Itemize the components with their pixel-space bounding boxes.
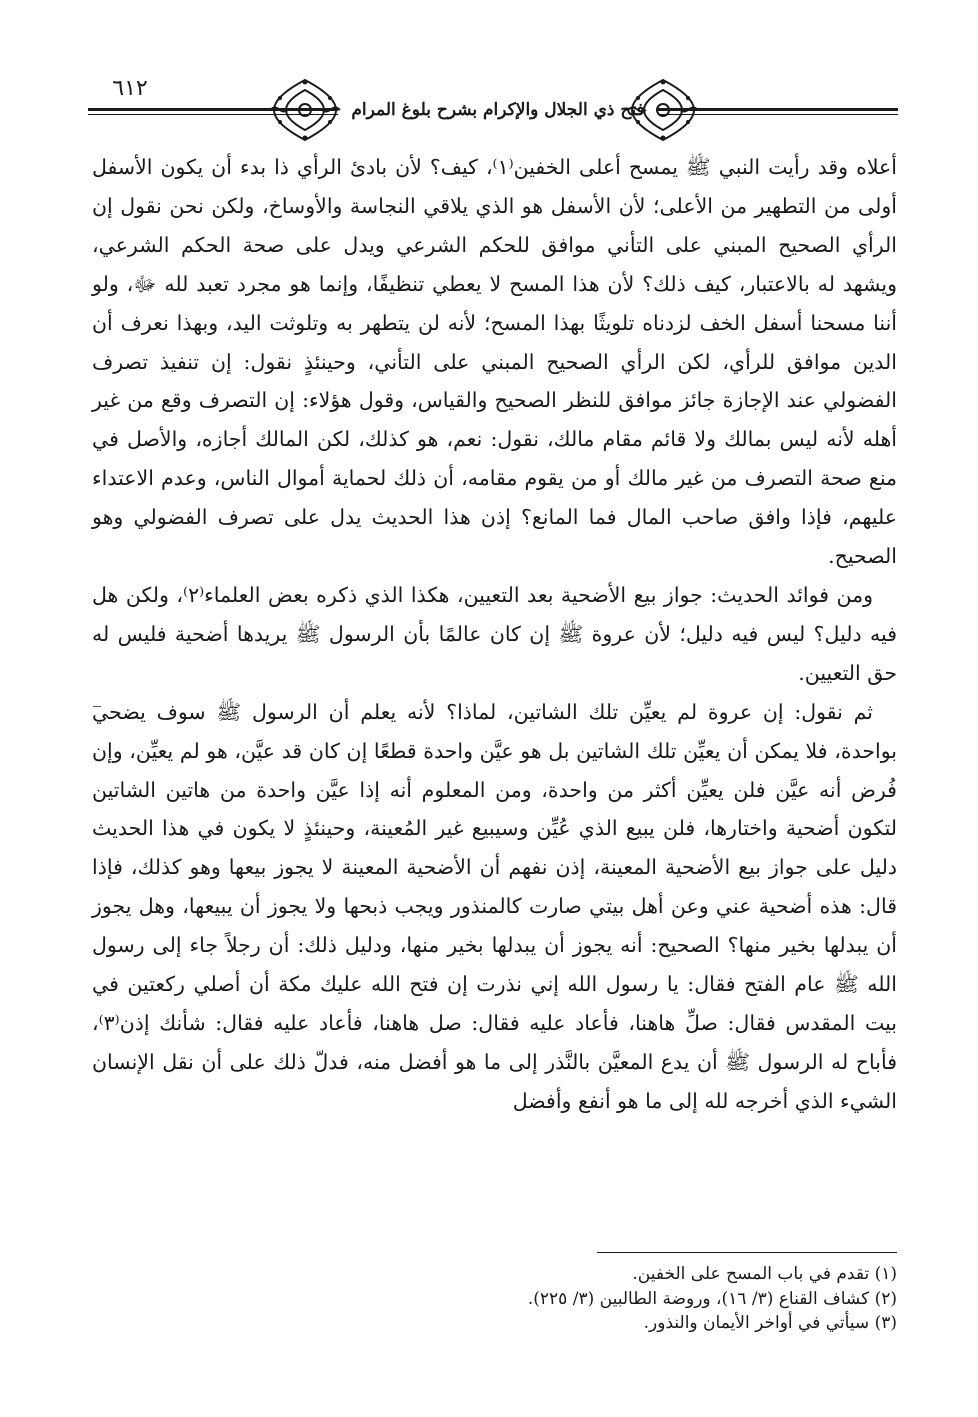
book-title: فتح ذي الجلال والإكرام بشرح بلوغ المرام: [338, 88, 658, 132]
footnote: (٢) كشاف القناع (٣/ ١٦)، وروضة الطالبين (٣/ ٢٢٥).: [527, 1288, 897, 1309]
running-header: [88, 70, 898, 150]
footnote: (١) تقدم في باب المسح على الخفين.: [632, 1264, 897, 1284]
footnote-separator: [597, 1252, 897, 1253]
paragraph: أعلاه وقد رأيت النبي ﷺ يمسح أعلى الخفين⁽١⁾، كيف؟ لأن بادئ الرأي ذا بدء أن يكون الأسفل أولى من التطهير من الأعلى؛ لأن الأسفل هو الذي يلاقي النجاسة والأوساخ، ولكن نحن نقول إن الرأي الصحيح المبني على التأني موافق للحكم الشرعي ويدل على صحة الحكم الشرعي، ويشهد له بالاعتبار، كيف ذلك؟ لأن هذا المسح لا يعطي تنظيفًا، وإنما هو مجرد تعبد لله ﷻ، ولو أننا مسحنا أسفل الخف لزدناه تلويثًا بهذا المسح؛ لأنه لن يتطهر به وتلوثت اليد، وبهذا نعرف أن الدين موافق للرأي، لكن الرأي الصحيح المبني على التأني، وحينئذٍ نقول: إن تنفيذ تصرف الفضولي عند الإجازة جائز موافق للنظر الصحيح والقياس، وقول هؤلاء: إن التصرف وقع من غير أهله لأنه ليس بمالك ولا قائم مقام مالك، نقول: نعم، هو كذلك، لكن المالك أجازه، والأصل في منع صحة التصرف من غير مالك أو من يقوم مقامه، أن ذلك لحماية أموال الناس، وعدم الاعتداء عليهم، فإذا وافق صاحب المال فما المانع؟ إذن هذا الحديث يدل على تصرف الفضولي وهو الصحيح.: [92, 155, 897, 569]
footnotes: [140, 1262, 897, 1336]
main-text: [92, 148, 897, 1121]
paragraph: ثم نقول: إن عروة لم يعيِّن تلك الشاتين، لماذا؟ لأنه يعلم أن الرسول ﷺ سوف يضحي بواحدة، فلا يمكن أن يعيِّن تلك الشاتين بل هو عيَّن واحدة قطعًا إن كان قد عيَّن، هو لم يعيِّن، وإن فُرض أنه عيَّن فلن يعيِّن أكثر من واحدة، ومن المعلوم أنه إذا عيَّن واحدة من هاتين الشاتين لتكون أضحية واختارها، فلن يبيع الذي عُيِّن وسيبيع غير المُعينة، وحينئذٍ لا يكون في هذا الحديث دليل على جواز بيع الأضحية المعينة، إذن نفهم أن الأضحية المعينة لا يجوز بيعها وهو كذلك، فإذا قال: هذه أضحية عني وعن أهل بيتي صارت كالمنذور ويجب ذبحها ولا يجوز أن يبيعها، وهل يجوز أن يبدلها بخير منها؟ الصحيح: أنه يجوز أن يبدلها بخير منها، ودليل ذلك: أن رجلاً جاء إلى رسول الله ﷺ عام الفتح فقال: يا رسول الله إني نذرت إن فتح الله عليك مكة أن أصلي ركعتين في بيت المقدس فقال: صلِّ هاهنا، فأعاد عليه فقال: صل هاهنا، فأعاد عليه فقال: شأنك إذن⁽٣⁾، فأباح له الرسول ﷺ أن يدع المعيَّن بالنَّذر إلى ما هو أفضل منه، فدلّ ذلك على أن نقل الإنسان الشيء الذي أخرجه لله إلى ما هو أنفع وأفضل: [92, 699, 897, 1113]
ornament-left-icon: [266, 76, 344, 144]
paragraph: ومن فوائد الحديث: جواز بيع الأضحية بعد التعيين، هكذا الذي ذكره بعض العلماء⁽٢⁾، ولكن هل فيه دليل؟ ليس فيه دليل؛ لأن عروة ﷺ إن كان عالمًا بأن الرسول ﷺ يريدها أضحية فليس له حق التعيين.: [92, 582, 897, 685]
ornament-right-icon: [624, 76, 702, 144]
margin-mark: [93, 706, 101, 707]
footnote: (٣) سيأتي في أواخر الأيمان والنذور.: [643, 1313, 897, 1333]
page-number: ٦١٢: [112, 76, 148, 101]
